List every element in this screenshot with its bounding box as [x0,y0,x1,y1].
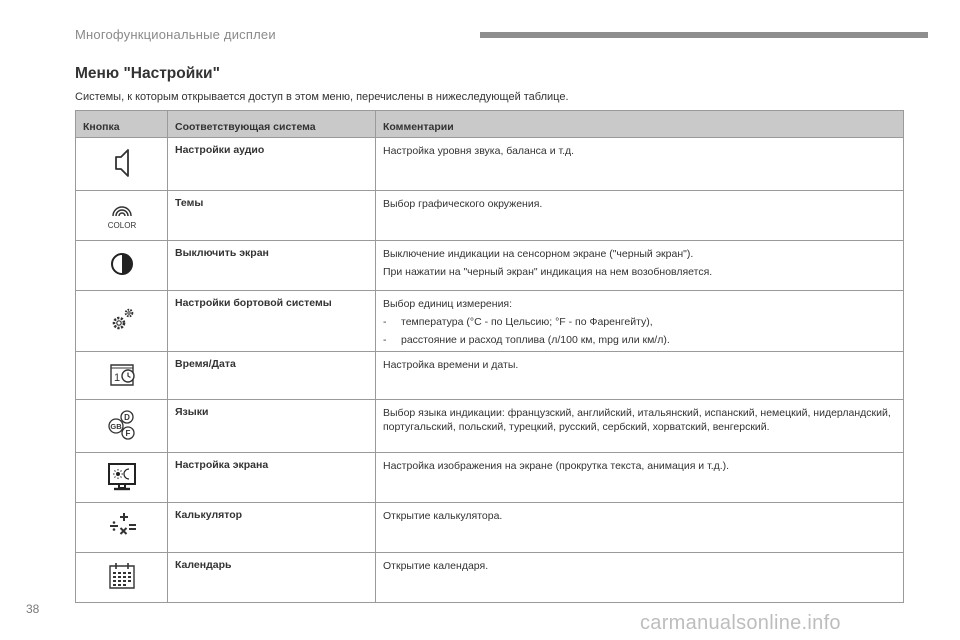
comments-cell [376,503,904,553]
column-header-button: Кнопка [76,111,168,138]
comments-cell [376,553,904,603]
bullet-item: - расстояние и расход топлива (л/100 км, mpg или км/л). [383,334,670,346]
comments-cell [376,291,904,352]
comment-text: Открытие календаря. [383,560,489,572]
comment-text: Выключение индикации на сенсорном экране ("черный экран"). [383,248,694,260]
button-cell [76,191,168,241]
language-label-gb: GB [109,421,122,431]
speaker-icon [102,145,142,181]
system-name: Время/Дата [168,352,376,400]
table-row [76,291,904,352]
table-header-row [76,111,904,138]
comment-text: Выбор графического окружения. [383,198,543,210]
header-title: Многофункциональные дисплеи [75,27,276,42]
watermark: carmanualsonline.info [640,612,841,634]
bullet-item: - температура (°C - по Цельсию; °F - по Фаренгейту), [383,316,653,328]
screen-off-icon [102,246,142,282]
calendar-icon [102,558,142,594]
calendar-clock-icon [102,356,142,392]
button-cell [76,352,168,400]
languages-icon [102,407,142,443]
button-cell [76,553,168,603]
table-row [76,191,904,241]
bullet-text: расстояние и расход топлива (л/100 км, mpg или км/л). [401,334,670,346]
comment-text: Настройка времени и даты. [383,359,519,371]
comments-cell [376,453,904,503]
system-name: Языки [168,400,376,453]
system-name: Темы [168,191,376,241]
color-icon-label: COLOR [107,221,136,230]
language-label-d: D [123,412,130,422]
page-number: 38 [26,602,40,616]
comments-cell [376,400,904,453]
comment-text: Выбор языка индикации: французский, английский, итальянский, испанский, немецкий, нидерландский, португальский, польский, турецкий, русский, сербский, хорватский, венгерский. [383,407,891,433]
table-row [76,553,904,603]
screen-settings-icon [102,458,142,494]
calculator-icon [102,508,142,544]
button-cell [76,400,168,453]
button-cell [76,241,168,291]
comment-text: При нажатии на "черный экран" индикация на нем возобновляется. [383,266,713,278]
button-cell [76,453,168,503]
section-intro: Системы, к которым открывается доступ в этом меню, перечислены в нижеследующей таблице. [75,91,569,103]
system-name: Выключить экран [168,241,376,291]
color-themes-icon [102,196,142,232]
bullet-text: температура (°C - по Цельсию; °F - по Фаренгейту), [401,316,653,328]
table-row [76,352,904,400]
system-name: Календарь [168,553,376,603]
table-row [76,453,904,503]
comments-cell [376,138,904,191]
comments-cell [376,191,904,241]
gears-icon [102,302,142,338]
button-cell [76,503,168,553]
comment-text: Настройка уровня звука, баланса и т.д. [383,145,575,157]
header-bar [480,32,928,38]
system-name: Калькулятор [168,503,376,553]
system-name: Настройки бортовой системы [168,291,376,352]
button-cell [76,291,168,352]
table-row [76,503,904,553]
calendar-day-label: 1 [113,372,120,384]
column-header-system: Соответствующая система [168,111,376,138]
comment-text: Выбор единиц измерения: [383,298,513,310]
comment-text: Открытие калькулятора. [383,510,503,522]
settings-table [75,110,904,603]
table-row [76,241,904,291]
system-name: Настройки аудио [168,138,376,191]
column-header-comments: Комментарии [376,111,904,138]
comment-text: Настройка изображения на экране (прокрутка текста, анимация и т.д.). [383,460,730,472]
section-title: Меню "Настройки" [75,65,220,82]
comments-cell [376,352,904,400]
table-row [76,400,904,453]
table-row [76,138,904,191]
comments-cell [376,241,904,291]
language-label-f: F [125,428,130,438]
button-cell [76,138,168,191]
system-name: Настройка экрана [168,453,376,503]
